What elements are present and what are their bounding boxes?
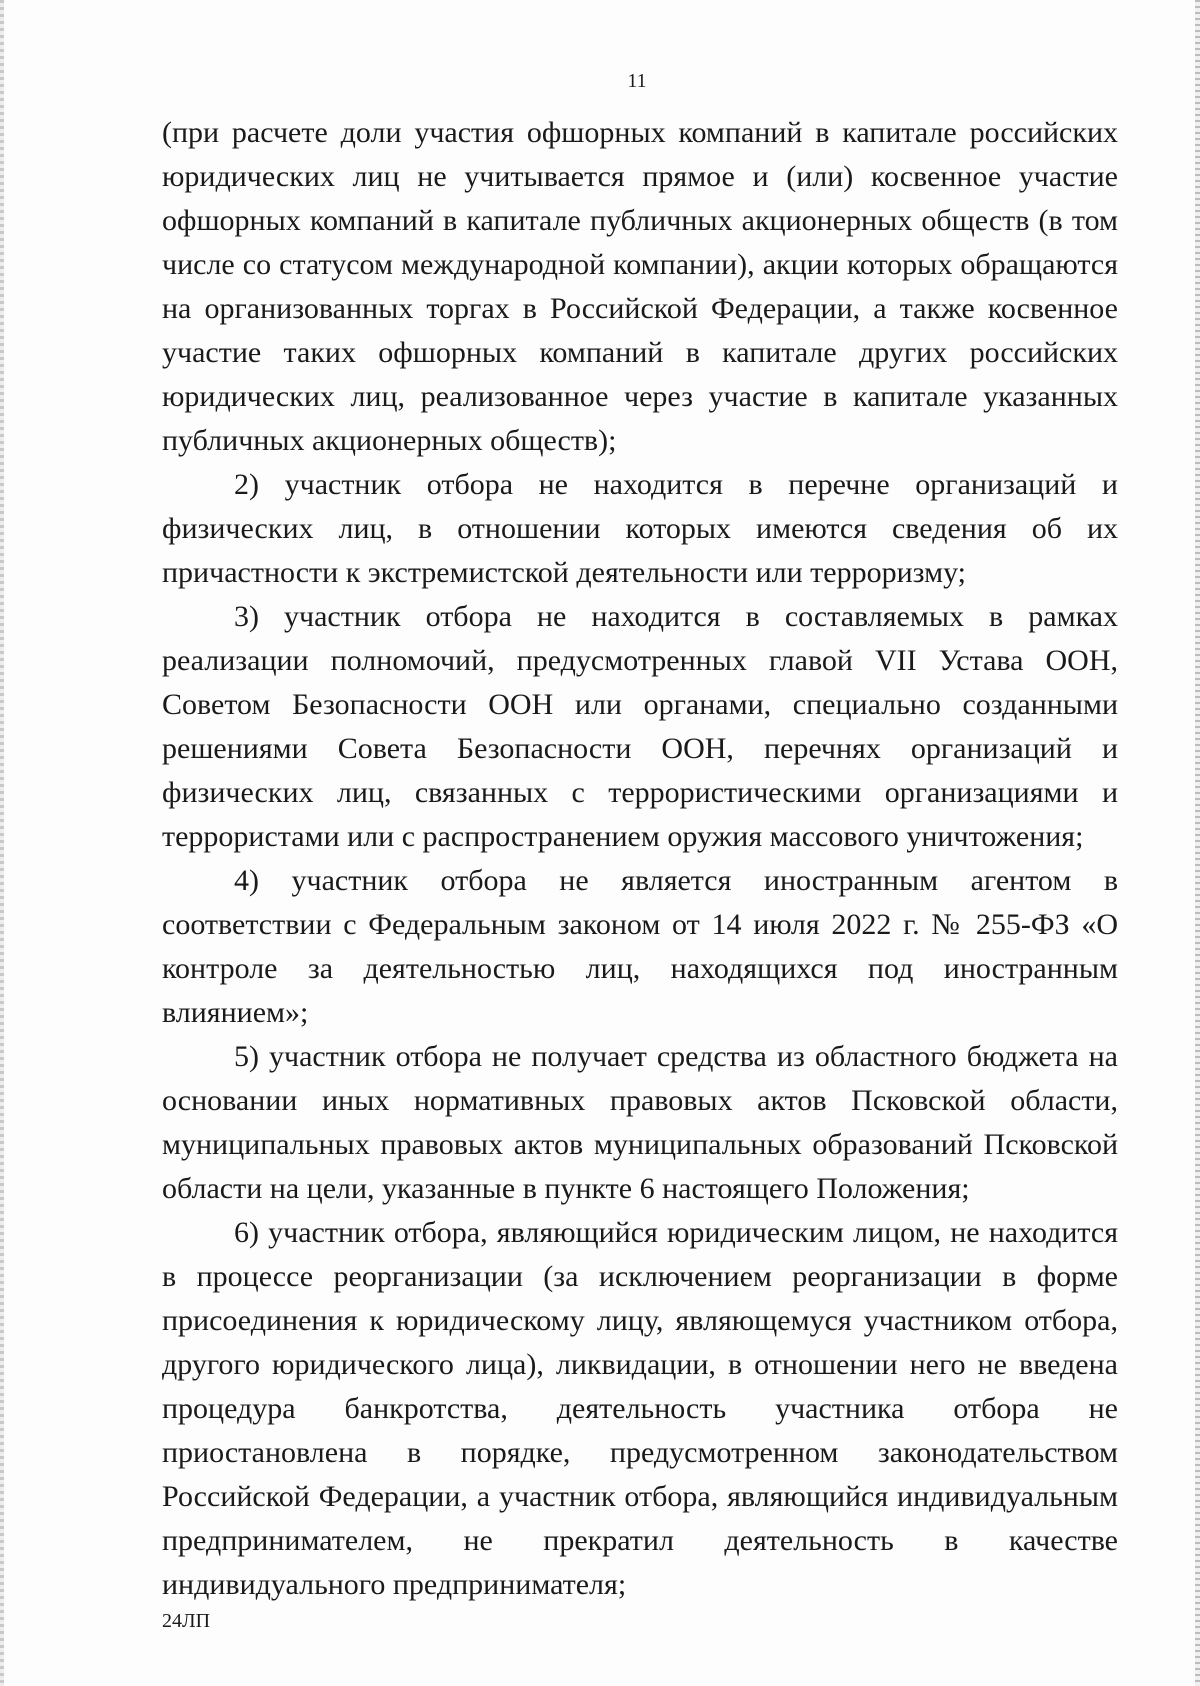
footer-document-code: 24ЛП [162,1610,211,1632]
paragraph-item-2: 2) участник отбора не находится в перечне организаций и физических лиц, в отношении которых имеются сведения об их причастности к экстремистской деятельности или терроризму; [162,468,1118,589]
paragraph-item-6: 6) участник отбора, являющийся юридическим лицом, не находится в процессе реорганизации (за исключением реорганизации в форме присоединения к юридическому лицу, являющемуся участником отбора, другого юридического лица), ликвидации, в отношении него не введена процедура банкротства, деятельность участника отбора не приостановлена в порядке, предусмотренном законодательством Российской Федерации, а участник отбора, являющийся индивидуальным предпринимателем, не прекратил деятельность в качестве индивидуального предпринимателя; [162,1216,1118,1601]
paragraph-item-4: 4) участник отбора не является иностранным агентом в соответствии с Федеральным законом от 14 июля 2022 г. № 255-ФЗ «О контроле за деятельностью лиц, находящихся под иностранным влиянием»; [162,864,1118,1029]
paragraph-continuation: (при расчете доли участия офшорных компаний в капитале российских юридических лиц не учитывается прямое и (или) косвенное участие офшорных компаний в капитале публичных акционерных обществ (в том числе со статусом международной компании), акции которых обращаются на организованных торгах в Российской Федерации, а также косвенное участие таких офшорных компаний в капитале других российских юридических лиц, реализованное через участие в капитале указанных публичных акционерных обществ); [162,116,1118,457]
scan-edge-left [0,0,4,1686]
page-number: 11 [627,70,647,92]
paragraph-item-3: 3) участник отбора не находится в составляемых в рамках реализации полномочий, предусмотренных главой VII Устава ООН, Советом Безопасности ООН или органами, специально созданными решениями Совета Безопасности ООН, перечнях организаций и физических лиц, связанных с террористическими организациями и террористами или с распространением оружия массового уничтожения; [162,600,1118,853]
document-body [162,111,1118,1607]
scan-edge-right [1195,0,1200,1686]
paragraph-item-5: 5) участник отбора не получает средства из областного бюджета на основании иных нормативных правовых актов Псковской области, муниципальных правовых актов муниципальных образований Псковской области на цели, указанные в пункте 6 настоящего Положения; [162,1040,1118,1205]
